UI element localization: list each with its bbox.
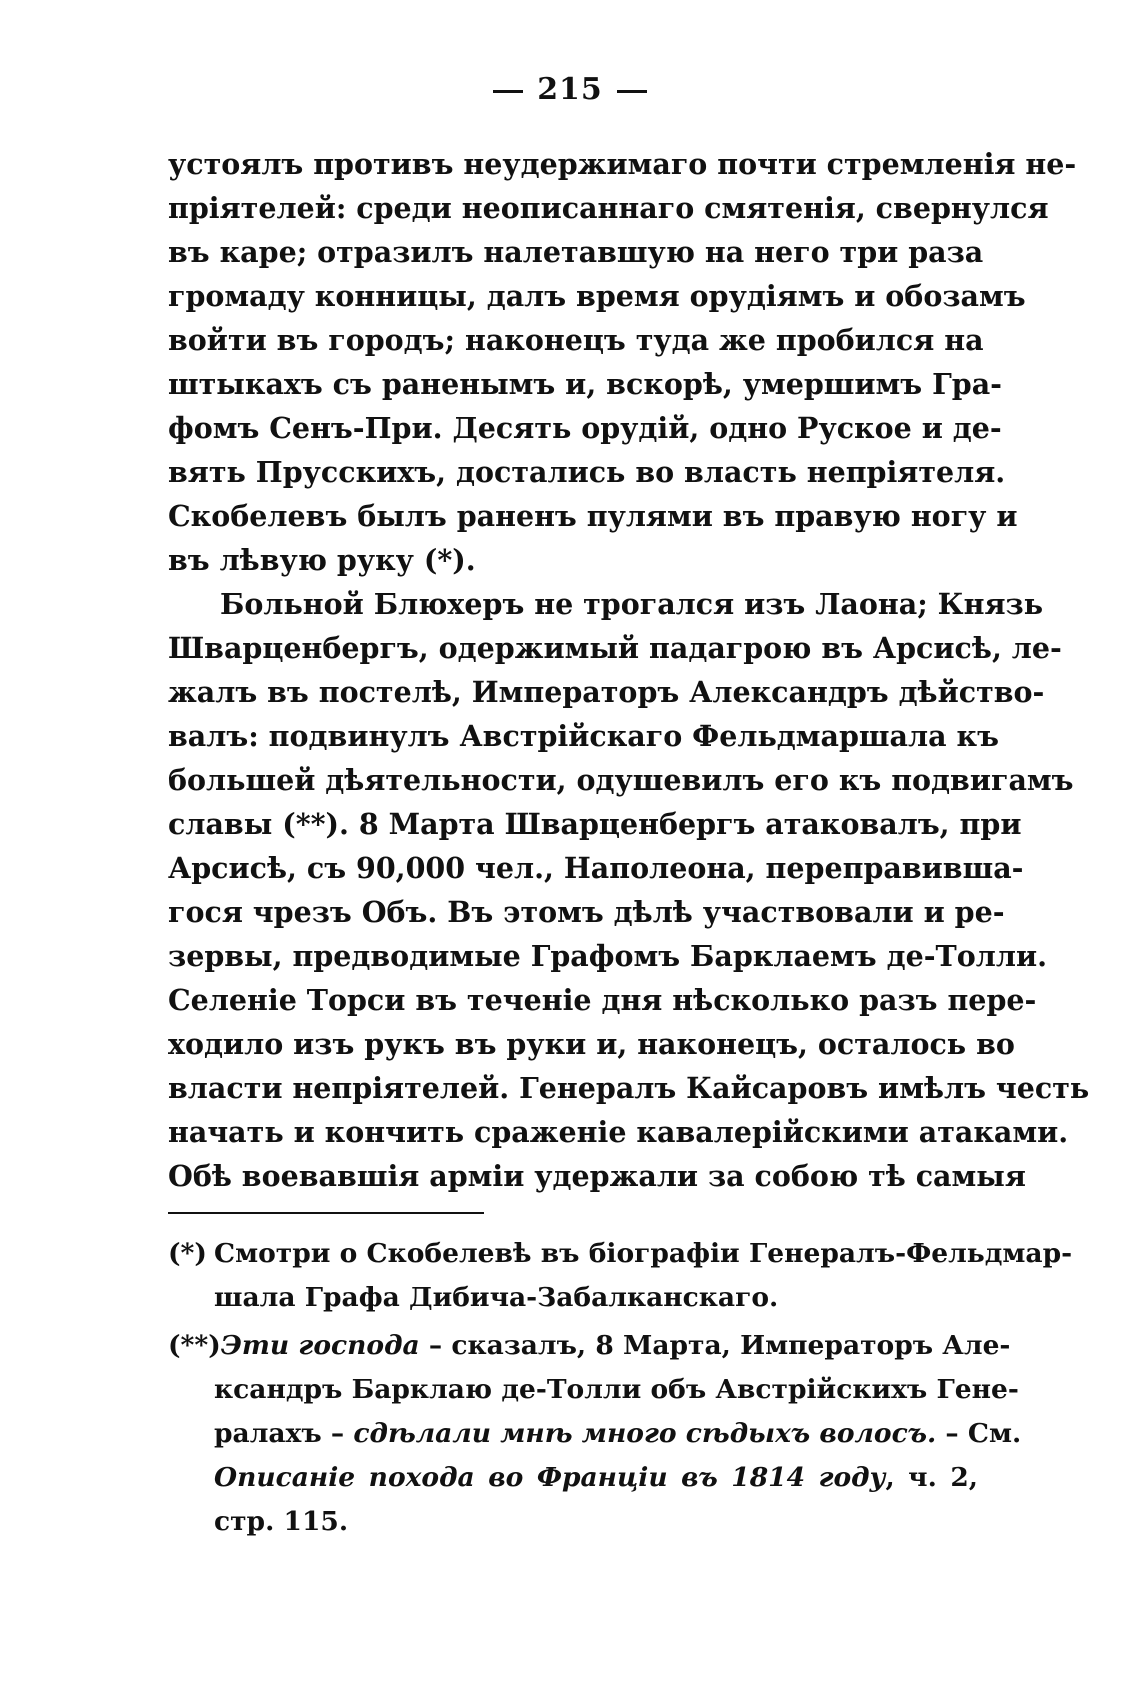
text-line: зервы, предводимые Графомъ Барклаемъ де-Толли. [168, 939, 1048, 973]
footnote-2-text: , ч. 2, [885, 1462, 978, 1493]
text-line: славы (**). 8 Марта Шварценбергъ атаковалъ, при [168, 807, 1022, 841]
footnote-2-text: – См. [936, 1418, 1022, 1449]
dash-right [617, 90, 647, 93]
page-number-text: 215 [537, 72, 603, 107]
footnote-2-line-4 [168, 1456, 978, 1500]
text-line: Арсисѣ, съ 90,000 чел., Наполеона, переправивша- [168, 851, 1024, 885]
footnote-2-text: ралахъ – [214, 1418, 354, 1449]
text-line: гося чрезъ Объ. Въ этомъ дѣлѣ участвовали и ре- [168, 895, 1005, 929]
footnote-2-line-5: стр. 115. [214, 1506, 349, 1537]
text-line: въ лѣвую руку (*). [168, 543, 476, 577]
text-line: пріятелей: среди неописаннаго смятенія, свернулся [168, 191, 1049, 225]
text-line: въ каре; отразилъ налетавшую на него три раза [168, 235, 984, 269]
dash-left [493, 90, 523, 93]
text-line: Шварценбергъ, одержимый падагрою въ Арсисѣ, ле- [168, 631, 1062, 665]
footnote-2-italic-quote: Эти господа [220, 1330, 420, 1361]
text-line: валъ: подвинулъ Австрійскаго Фельдмаршала къ [168, 719, 999, 753]
footnote-1-line-1 [168, 1232, 1073, 1276]
footnote-2-italic-quote: сдѣлали мнѣ много сѣдыхъ волосъ. [353, 1418, 937, 1449]
footnote-2-line-1 [168, 1324, 1011, 1368]
footnote-2-marker: (**) [168, 1330, 221, 1361]
footnote-divider [168, 1212, 484, 1214]
text-line: фомъ Сенъ-При. Десять орудій, одно Руское и де- [168, 411, 1002, 445]
footnote-1-line-2: шала Графа Дибича-Забалканскаго. [214, 1282, 779, 1313]
footnote-2-text: – сказалъ, 8 Марта, Императоръ Але- [419, 1330, 1011, 1361]
text-line: начать и кончить сраженіе кавалерійскими атаками. [168, 1115, 1069, 1149]
footnote-2-line-2: ксандръ Барклаю де-Толли объ Австрійскихъ Гене- [214, 1374, 1019, 1405]
text-line: жалъ въ постелѣ, Императоръ Александръ дѣйство- [168, 675, 1045, 709]
text-line: устоялъ противъ неудержимаго почти стремленія не- [168, 147, 1077, 181]
main-text [168, 142, 1090, 1198]
text-line: ходило изъ рукъ въ руки и, наконецъ, осталось во [168, 1027, 1015, 1061]
text-line: Селеніе Торси въ теченіе дня нѣсколько разъ пере- [168, 983, 1037, 1017]
page-number [0, 72, 1140, 107]
footnote-2-italic-title: во Франціи въ 1814 году [474, 1462, 886, 1493]
text-line: Скобелевъ былъ раненъ пулями въ правую ногу и [168, 499, 1018, 533]
text-line: войти въ городъ; наконецъ туда же пробился на [168, 323, 984, 357]
footnotes [168, 1232, 1073, 1544]
text-line: громаду конницы, далъ время орудіямъ и обозамъ [168, 279, 1026, 313]
footnote-1-marker: (*) [168, 1238, 207, 1269]
footnote-1-text: Смотри о Скобелевѣ въ біографіи Генералъ-Фельдмар- [214, 1238, 1073, 1269]
text-line: штыкахъ съ раненымъ и, вскорѣ, умершимъ Гра- [168, 367, 1002, 401]
text-line: Обѣ воевавшія арміи удержали за собою тѣ самыя [168, 1159, 1026, 1193]
footnote-2-line-3 [168, 1412, 1022, 1456]
text-line: вять Прусскихъ, достались во власть непріятеля. [168, 455, 1006, 489]
text-line: большей дѣятельности, одушевилъ его къ подвигамъ [168, 763, 1074, 797]
footnote-2-italic-title: Описаніе похода [214, 1462, 475, 1493]
text-line-paragraph-start: Больной Блюхеръ не трогался изъ Лаона; Князь [220, 587, 1044, 621]
text-line: власти непріятелей. Генералъ Кайсаровъ имѣлъ честь [168, 1071, 1090, 1105]
